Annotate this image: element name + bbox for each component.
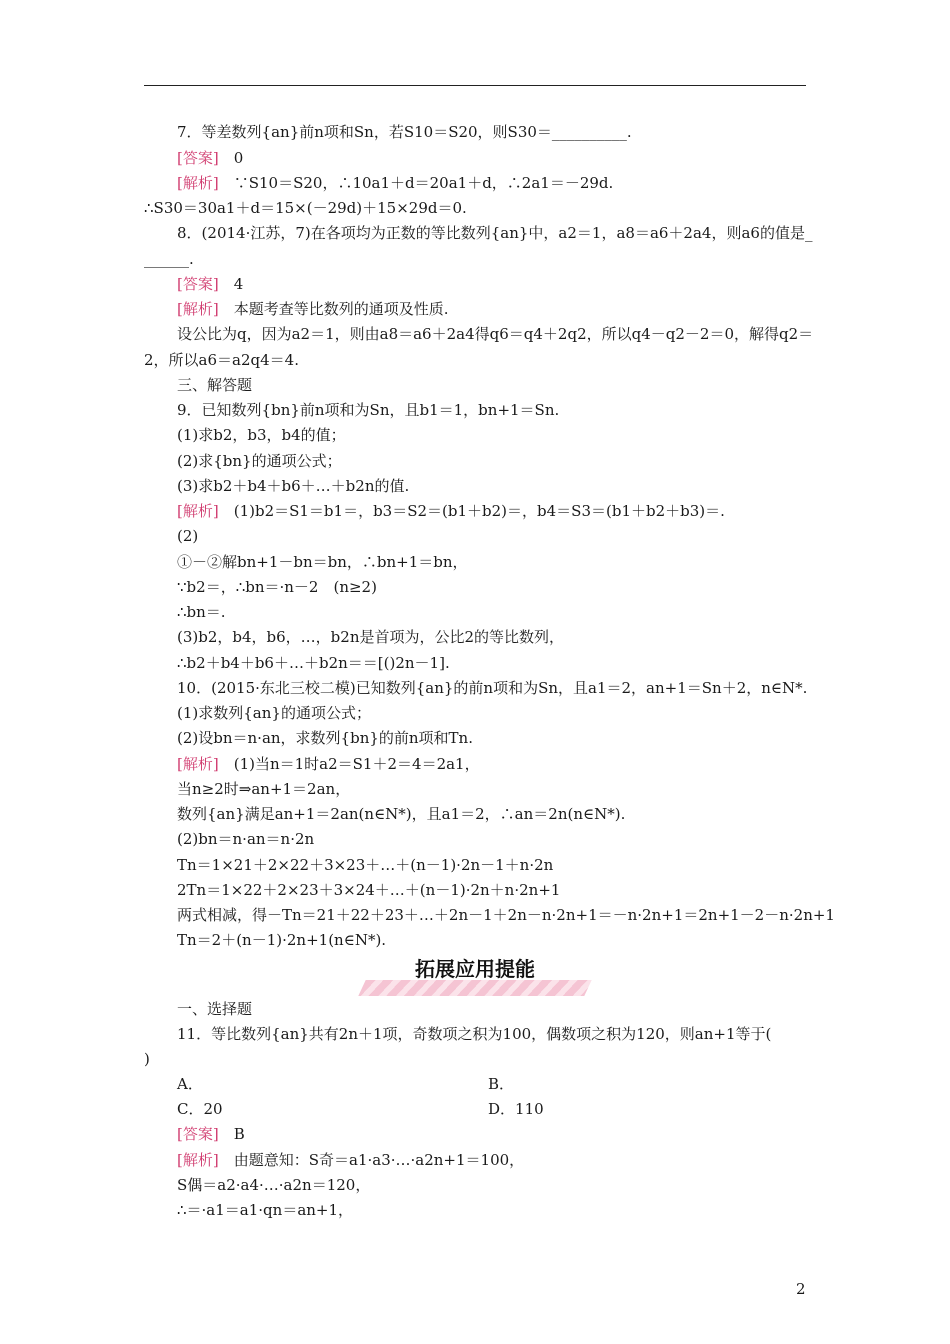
- answer-8: [答案] 4: [177, 275, 244, 293]
- label-tag: [解析]: [177, 755, 219, 773]
- label-tag: [答案]: [177, 275, 219, 293]
- analysis-10-step-1: 当n≥2时⇒an+1＝2an，: [177, 780, 351, 798]
- label-tag: [解析]: [177, 300, 219, 318]
- option-a: A．: [177, 1075, 203, 1093]
- analysis-11: [解析] 由题意知：S奇＝a1·a3·…·a2n+1＝100，: [177, 1151, 525, 1169]
- label-tag: [答案]: [177, 149, 219, 167]
- analysis-11-step-2: ∴＝·a1＝a1·qn＝an+1，: [177, 1201, 354, 1219]
- analysis-9-result: ∴b2＋b4＋b6＋…＋b2n＝＝[()2n－1].: [177, 654, 450, 672]
- section-heading-3: 三、解答题: [177, 376, 253, 394]
- analysis-10-part-2: (2)bn＝n·an＝n·2n: [177, 830, 315, 848]
- analysis-9: [解析] (1)b2＝S1＝b1＝，b3＝S2＝(b1＋b2)＝，b4＝S3＝(b1＋b2＋b3)＝.: [177, 502, 725, 520]
- analysis-10-2tn: 2Tn＝1×22＋2×23＋3×24＋…＋(n－1)·2n＋n·2n+1: [177, 881, 561, 899]
- analysis-10-step-2: 数列{an}满足an+1＝2an(n∈N*)，且a1＝2，∴an＝2n(n∈N*).: [177, 805, 626, 823]
- analysis-8: [解析] 本题考查等比数列的通项及性质.: [177, 300, 449, 318]
- question-9: 9．已知数列{bn}前n项和为Sn，且b1＝1，bn+1＝Sn.: [177, 401, 560, 419]
- section-heading-1: 一、选择题: [177, 1000, 253, 1018]
- label-tag: [答案]: [177, 1125, 219, 1143]
- answer-7: [答案] 0: [177, 149, 244, 167]
- analysis-8-line-2: 2，所以a6＝a2q4＝4.: [144, 351, 299, 369]
- page-number: 2: [796, 1280, 806, 1298]
- header-rule: [144, 85, 806, 86]
- option-d: D．110: [488, 1100, 544, 1118]
- analysis-9-step-3: ∴bn＝.: [177, 603, 226, 621]
- label-tag: [解析]: [177, 174, 219, 192]
- question-9-part-2: (2)求{bn}的通项公式；: [177, 452, 342, 470]
- answer-11: [答案] B: [177, 1125, 245, 1143]
- question-7: 7．等差数列{an}前n项和Sn，若S10＝S20，则S30＝__________.: [177, 123, 632, 141]
- question-11: 11．等比数列{an}共有2n＋1项，奇数项之积为100，偶数项之积为120，则an+1等于(: [177, 1025, 772, 1043]
- analysis-9-part-2: (2): [177, 527, 199, 545]
- option-c: C．20: [177, 1100, 223, 1118]
- question-8: 8．(2014·江苏，7)在各项均为正数的等比数列{an}中，a2＝1，a8＝a6＋2a4，则a6的值是_: [177, 224, 813, 242]
- analysis-9-step-2: ∵b2＝，∴bn＝·n－2 (n≥2): [177, 578, 377, 596]
- question-10-part-2: (2)设bn＝n·an，求数列{bn}的前n项和Tn.: [177, 729, 473, 747]
- analysis-10-result: Tn＝2＋(n－1)·2n+1(n∈N*).: [177, 931, 387, 949]
- label-tag: [解析]: [177, 1151, 219, 1169]
- analysis-10: [解析] (1)当n＝1时a2＝S1＋2＝4＝2a1，: [177, 755, 480, 773]
- question-8-blank: ______.: [144, 250, 194, 268]
- question-9-part-1: (1)求b2，b3，b4的值；: [177, 426, 346, 444]
- option-b: B．: [488, 1075, 515, 1093]
- question-11-paren: ): [144, 1050, 150, 1068]
- section-title: 拓展应用提能: [415, 957, 535, 981]
- label-tag: [解析]: [177, 502, 219, 520]
- analysis-8-line-1: 设公比为q，因为a2＝1，则由a8＝a6＋2a4得q6＝q4＋2q2，所以q4－q2－2＝0，解得q2＝: [177, 325, 814, 343]
- question-10-part-1: (1)求数列{an}的通项公式；: [177, 704, 371, 722]
- analysis-10-tn: Tn＝1×21＋2×22＋3×23＋…＋(n－1)·2n－1＋n·2n: [177, 856, 554, 874]
- question-9-part-3: (3)求b2＋b4＋b6＋…＋b2n的值.: [177, 477, 410, 495]
- question-10: 10．(2015·东北三校二模)已知数列{an}的前n项和为Sn，且a1＝2，an+1＝Sn＋2，n∈N*.: [177, 679, 808, 697]
- analysis-11-step-1: S偶＝a2·a4·…·a2n＝120，: [177, 1176, 371, 1194]
- analysis-10-subtract: 两式相减，得－Tn＝21＋22＋23＋…＋2n－1＋2n－n·2n+1＝－n·2n+1＝2n+1－2－n·2n+1: [177, 906, 835, 924]
- analysis-7-line: ∴S30＝30a1＋d＝15×(－29d)＋15×29d＝0.: [144, 199, 467, 217]
- analysis-9-part-3: (3)b2，b4，b6，…，b2n是首项为，公比2的等比数列，: [177, 628, 565, 646]
- analysis-9-step-1: ①－②解bn+1－bn＝bn，∴bn+1＝bn，: [177, 553, 468, 571]
- analysis-7: [解析] ∵S10＝S20，∴10a1＋d＝20a1＋d，∴2a1＝－29d.: [177, 174, 614, 192]
